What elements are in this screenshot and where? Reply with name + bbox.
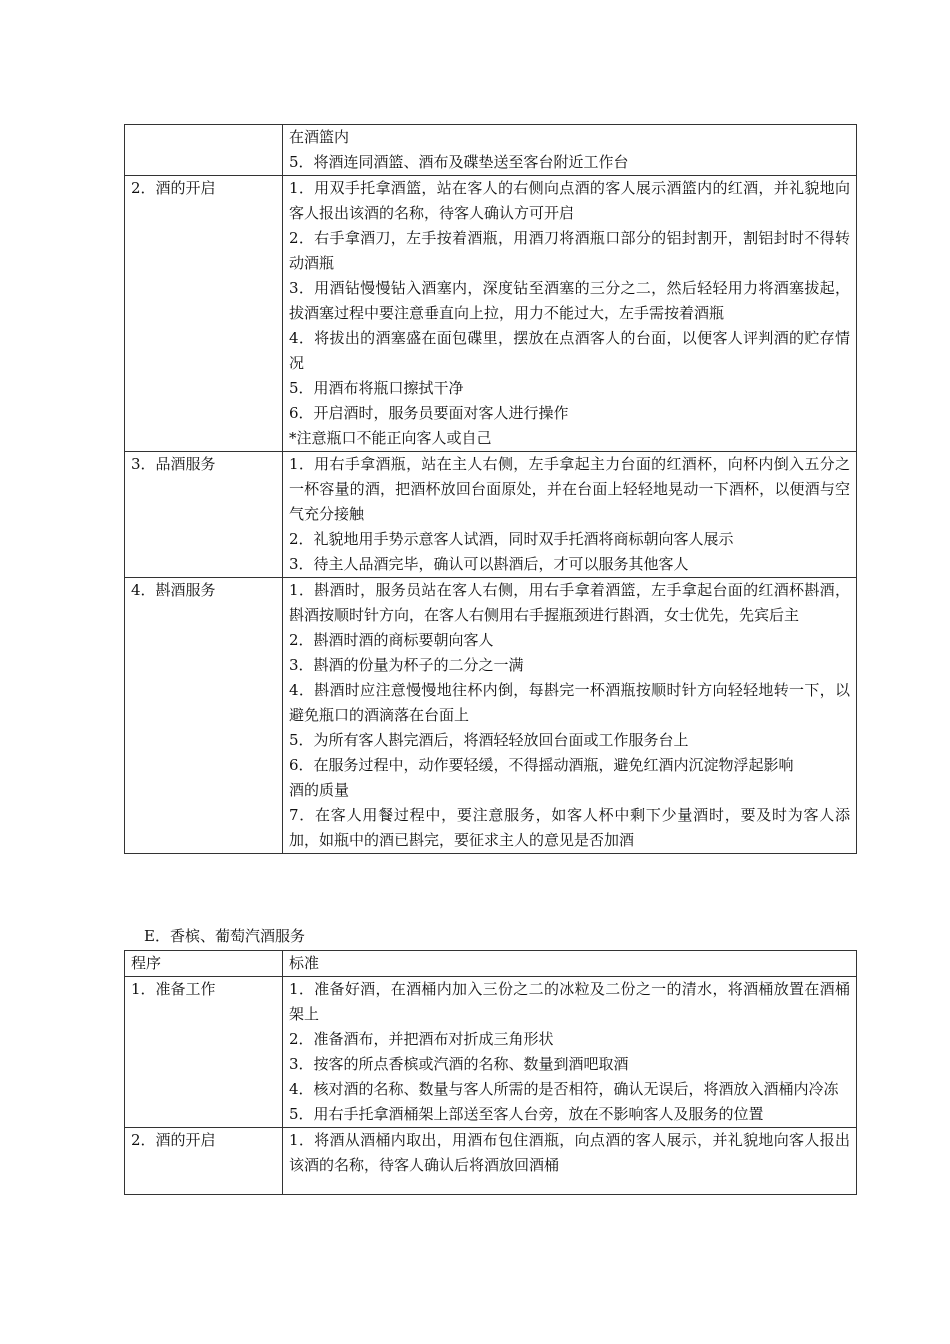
standard-line: *注意瓶口不能正向客人或自己	[289, 429, 492, 447]
standard-line: 在酒篮内	[289, 128, 350, 146]
standard-line: 4．斟酒时应注意慢慢地往杯内倒，每斟完一杯酒瓶按顺时针方向轻轻地转一下，以避免瓶口的酒滴落在台面上	[289, 681, 850, 724]
standard-header: 标准	[283, 951, 857, 977]
standard-line: 3．用酒钻慢慢钻入酒塞内，深度钻至酒塞的三分之二，然后轻轻用力将酒塞拔起，拔酒塞过程中要注意垂直向上拉，用力不能过大，左手需按着酒瓶	[289, 279, 850, 322]
standard-line: 6．在服务过程中，动作要轻缓，不得摇动酒瓶，避免红酒内沉淀物浮起影响	[289, 756, 794, 774]
standard-line: 3．按客的所点香槟或汽酒的名称、数量到酒吧取酒	[289, 1055, 629, 1073]
standard-line: 酒的质量	[289, 781, 350, 799]
section-title: E．香槟、葡萄汽酒服务	[144, 927, 305, 945]
procedure-cell	[125, 125, 283, 176]
standard-line: 3．待主人品酒完毕，确认可以斟酒后，才可以服务其他客人	[289, 555, 689, 573]
table-row	[125, 125, 857, 176]
champagne-service-table	[124, 950, 857, 1195]
standard-line: 5．用右手托拿酒桶架上部送至客人台旁，放在不影响客人及服务的位置	[289, 1105, 764, 1123]
standard-line: 1．斟酒时，服务员站在客人右侧，用右手拿着酒篮，左手拿起台面的红酒杯斟酒，斟酒按顺时针方向，在客人右侧用右手握瓶颈进行斟酒，女士优先，先宾后主	[289, 581, 850, 624]
procedure-cell: 2．酒的开启	[125, 1128, 283, 1195]
procedure-cell: 3．品酒服务	[125, 452, 283, 578]
procedure-cell: 1．准备工作	[125, 977, 283, 1128]
standard-line: 7．在客人用餐过程中，要注意服务，如客人杯中剩下少量酒时，要及时为客人添加，如瓶中的酒已斟完，要征求主人的意见是否加酒	[289, 806, 850, 849]
procedure-header: 程序	[125, 951, 283, 977]
procedure-cell: 2．酒的开启	[125, 176, 283, 452]
standard-cell	[283, 1128, 857, 1195]
standard-line: 5．将酒连同酒篮、酒布及碟垫送至客台附近工作台	[289, 153, 629, 171]
standard-line: 1．用右手拿酒瓶，站在主人右侧，左手拿起主力台面的红酒杯，向杯内倒入五分之一杯容量的酒，把酒杯放回台面原处，并在台面上轻轻地晃动一下酒杯，以便酒与空气充分接触	[289, 455, 850, 523]
table-row	[125, 1128, 857, 1195]
standard-line: 1．将酒从酒桶内取出，用酒布包住酒瓶，向点酒的客人展示，并礼貌地向客人报出该酒的名称，待客人确认后将酒放回酒桶	[289, 1131, 850, 1174]
standard-line: 1．用双手托拿酒篮，站在客人的右侧向点酒的客人展示酒篮内的红酒，并礼貌地向客人报出该酒的名称，待客人确认方可开启	[289, 179, 850, 222]
table-row	[125, 578, 857, 854]
standard-cell	[283, 125, 857, 176]
standard-line: 1．准备好酒，在酒桶内加入三份之二的冰粒及二份之一的清水，将酒桶放置在酒桶架上	[289, 980, 850, 1023]
table-header-row	[125, 951, 857, 977]
standard-line: 4．核对酒的名称、数量与客人所需的是否相符，确认无误后，将酒放入酒桶内冷冻	[289, 1080, 839, 1098]
procedure-cell: 4．斟酒服务	[125, 578, 283, 854]
standard-cell	[283, 452, 857, 578]
standard-line: 2．礼貌地用手势示意客人试酒，同时双手托酒将商标朝向客人展示	[289, 530, 734, 548]
standard-line: 2．斟酒时酒的商标要朝向客人	[289, 631, 494, 649]
standard-line: 5．用酒布将瓶口擦拭干净	[289, 379, 464, 397]
standard-cell	[283, 176, 857, 452]
table-row	[125, 176, 857, 452]
standard-line: 2．右手拿酒刀，左手按着酒瓶，用酒刀将酒瓶口部分的铝封割开，割铝封时不得转动酒瓶	[289, 229, 850, 272]
standard-line: 2．准备酒布，并把酒布对折成三角形状	[289, 1030, 554, 1048]
standard-cell	[283, 977, 857, 1128]
standard-line: 5．为所有客人斟完酒后，将酒轻轻放回台面或工作服务台上	[289, 731, 689, 749]
standard-line: 3．斟酒的份量为杯子的二分之一满	[289, 656, 524, 674]
standard-cell	[283, 578, 857, 854]
table-row	[125, 977, 857, 1128]
standard-line: 4．将拔出的酒塞盛在面包碟里，摆放在点酒客人的台面，以便客人评判酒的贮存情况	[289, 329, 850, 372]
table-row	[125, 452, 857, 578]
standard-line: 6．开启酒时，服务员要面对客人进行操作	[289, 404, 569, 422]
wine-service-table	[124, 124, 857, 854]
